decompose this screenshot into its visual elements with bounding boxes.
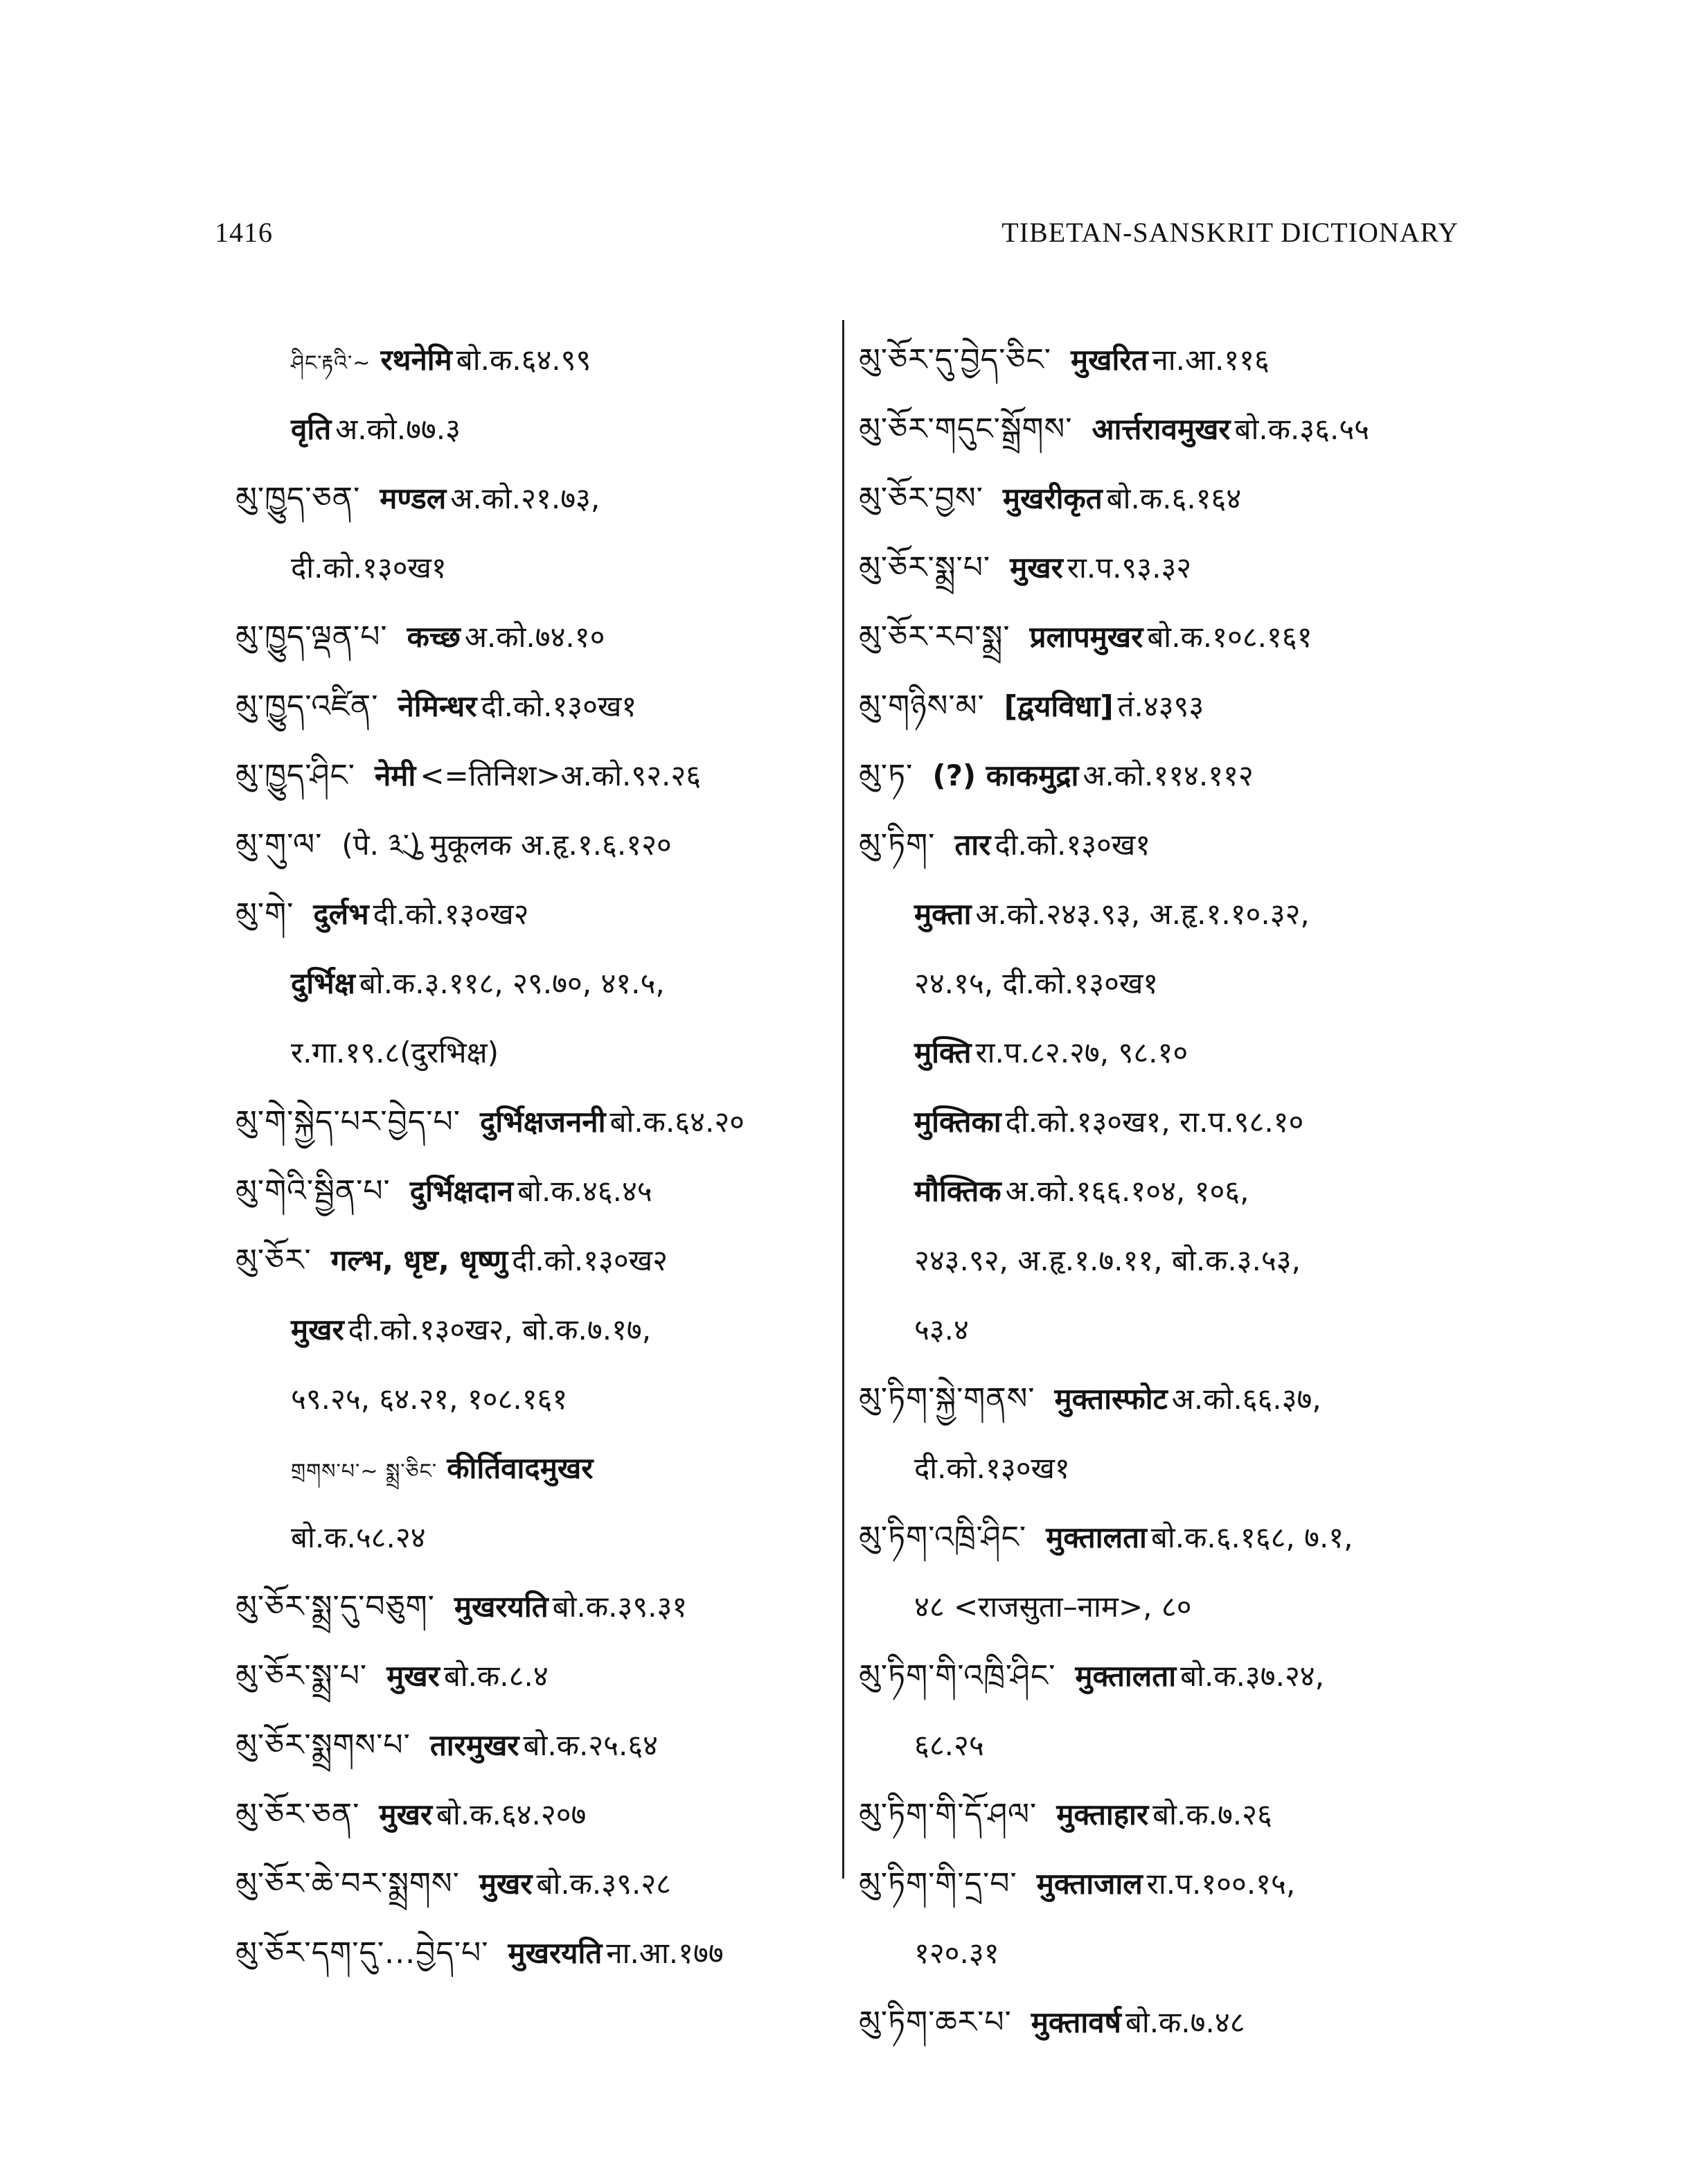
dictionary-line: [235, 1365, 838, 1434]
sanskrit-equivalent: मुखर: [379, 1797, 432, 1831]
dictionary-line: [859, 1572, 1482, 1642]
dictionary-line: [235, 1018, 838, 1087]
dictionary-line: [859, 672, 1482, 741]
tibetan-headword: མུ་ཏིག་གི་དོ་ཤལ་: [859, 1797, 1037, 1832]
source-reference: अ.को.१६६.१०४, १०६,: [1005, 1174, 1249, 1208]
dictionary-line: [859, 1711, 1482, 1780]
tibetan-headword: མུ་ཅོར་དུ་བྱེད་ཅིང་: [859, 342, 1052, 378]
dictionary-line: [859, 810, 1482, 880]
dictionary-line: [859, 1434, 1482, 1503]
source-reference: १२०.३१: [914, 1936, 999, 1970]
sanskrit-equivalent: मुक्तिका: [914, 1105, 1001, 1139]
source-reference: २४३.९२, अ.हृ.१.७.११, बो.क.३.५३,: [914, 1243, 1301, 1277]
tibetan-headword: མུ་ཅོར་རབ་སྨྲ་: [859, 619, 1010, 655]
source-reference: अ.को.७४.१०: [464, 620, 605, 654]
dictionary-line: [235, 949, 838, 1018]
sanskrit-equivalent: मुक्तास्फोट: [1054, 1382, 1168, 1416]
dictionary-line: [859, 1849, 1482, 1919]
source-reference: दी.को.१३०ख१: [481, 689, 637, 723]
sanskrit-equivalent: [द्वयविधा]: [1004, 689, 1114, 723]
source-reference: बो.क.३९.२८: [536, 1867, 671, 1901]
tibetan-headword: མུ་ཁྱུད་ཅན་: [235, 481, 361, 516]
source-reference: दी.को.१३०ख१: [995, 828, 1151, 862]
dictionary-line: [859, 464, 1482, 533]
source-reference: (पे. ༣ུ་) मुकूलक अ.हृ.१.६.१२०: [341, 828, 672, 862]
source-reference: अ.को.७७.३: [335, 412, 461, 446]
dictionary-line: [235, 533, 838, 603]
tibetan-headword: མུ་ཅོར་: [235, 1243, 312, 1278]
dictionary-line: [859, 1642, 1482, 1711]
source-reference: अ.को.११४.११२: [1083, 758, 1254, 792]
source-reference: बो.क.६.१६८, ७.१,: [1150, 1520, 1353, 1554]
dictionary-line: [235, 1919, 838, 1988]
sanskrit-equivalent: कच्छ: [407, 620, 461, 654]
sanskrit-equivalent: मुखर: [386, 1659, 440, 1693]
dictionary-line: [235, 1711, 838, 1780]
sanskrit-equivalent: (?) काकमुद्रा: [932, 758, 1079, 792]
sanskrit-equivalent: मुखरित: [1071, 343, 1148, 377]
source-reference: रा.प.८२.२७, ९८.१०: [975, 1036, 1188, 1069]
tibetan-headword: མུ་ཅོར་ཆེ་བར་སྨྲགས་: [235, 1866, 460, 1901]
tibetan-headword: མུ་ཁྱུད་ལྡན་པ་: [235, 619, 388, 655]
sanskrit-equivalent: मुक्तालता: [1075, 1659, 1177, 1693]
source-reference: दी.को.१३०ख२: [512, 1243, 668, 1277]
sanskrit-equivalent: मुखरयति: [508, 1936, 603, 1970]
dictionary-line: [235, 1295, 838, 1365]
source-reference: अ.को.२१.७३,: [450, 481, 600, 515]
source-reference: रा.प.९३.३२: [1067, 551, 1192, 585]
sanskrit-equivalent: दुर्भिक्ष: [291, 966, 355, 1000]
dictionary-line: [235, 603, 838, 672]
source-reference: ५३.४: [914, 1313, 969, 1347]
dictionary-line: [235, 395, 838, 464]
dictionary-line: [859, 326, 1482, 395]
source-reference: बो.क.७.२६: [1152, 1797, 1272, 1831]
dictionary-line: [235, 880, 838, 949]
dictionary-line: [235, 1572, 838, 1642]
tibetan-headword: མུ་ཅོར་གདུང་སྒྲོགས་: [859, 411, 1073, 447]
sanskrit-equivalent: मुखर: [291, 1313, 344, 1347]
source-reference: बो.क.३६.५५: [1234, 412, 1370, 446]
source-reference: बो.क.१०८.१६१: [1147, 620, 1312, 654]
dictionary-line: [235, 741, 838, 810]
sanskrit-equivalent: मुक्ति: [914, 1036, 972, 1069]
tibetan-headword: གྲགས་པ་~ སྨྲ་ཅིང་: [291, 1459, 438, 1484]
dictionary-line: [235, 1226, 838, 1295]
source-reference: दी.को.१३०ख२: [373, 897, 529, 931]
sanskrit-equivalent: नेमी: [375, 758, 416, 792]
sanskrit-equivalent: मुक्तावर्ष: [1031, 2005, 1121, 2039]
dictionary-line: [859, 880, 1482, 949]
source-reference: बो.क.६४.२०७: [436, 1797, 587, 1831]
tibetan-headword: མུ་ཅོར་སྨྲ་དུ་བཅུག་: [235, 1589, 435, 1624]
source-reference: बो.क.६.१६४: [1106, 481, 1242, 515]
dictionary-line: [859, 395, 1482, 464]
dictionary-line: [859, 1295, 1482, 1365]
dictionary-line: [235, 1849, 838, 1919]
source-reference: बो.क.३.११८, २९.७०, ४१.५,: [359, 966, 665, 1000]
source-reference: ६८.२५: [914, 1728, 984, 1762]
tibetan-headword: མུ་ཅོར་ཅན་: [235, 1797, 360, 1832]
sanskrit-equivalent: वृति: [291, 412, 332, 446]
source-reference: बो.क.२५.६४: [523, 1728, 659, 1762]
sanskrit-equivalent: मुक्ता: [914, 897, 972, 931]
source-reference: बो.क.४६.४५: [517, 1174, 652, 1208]
source-reference: ना.आ.१७७: [606, 1936, 724, 1970]
dictionary-line: [859, 1018, 1482, 1087]
running-head: TIBETAN-SANSKRIT DICTIONARY: [1001, 217, 1459, 248]
dictionary-line: [235, 810, 838, 880]
page-number: 1416: [215, 217, 273, 248]
dictionary-line: [859, 533, 1482, 603]
sanskrit-equivalent: रथनेमि: [380, 343, 452, 377]
source-reference: दी.को.१३०ख१, रा.प.९८.१०: [1005, 1105, 1304, 1139]
source-reference: दी.को.१३०ख१: [291, 551, 447, 585]
dictionary-line: [859, 949, 1482, 1018]
dictionary-line: [859, 1365, 1482, 1434]
tibetan-headword: མུ་གེ་: [235, 896, 294, 932]
tibetan-headword: མུ་ཁྱུད་འཛིན་: [235, 689, 379, 724]
tibetan-headword: མུ་ཏིག་ཆར་པ་: [859, 2005, 1012, 2040]
dictionary-line: [859, 1780, 1482, 1849]
sanskrit-equivalent: मुखरीकृत: [1002, 481, 1103, 515]
dictionary-line: [235, 326, 838, 395]
dictionary-line: [859, 603, 1482, 672]
dictionary-line: [235, 1780, 838, 1849]
sanskrit-equivalent: तार: [954, 828, 991, 862]
sanskrit-equivalent: मौक्तिक: [914, 1174, 1001, 1208]
tibetan-headword: མུ་གཉིས་མ་: [859, 689, 985, 724]
dictionary-line: [235, 464, 838, 533]
right-column: [859, 326, 1482, 2057]
source-reference: ना.आ.११६: [1152, 343, 1270, 377]
dictionary-line: [235, 1087, 838, 1157]
source-reference: बो.क.३७.२४,: [1180, 1659, 1324, 1693]
source-reference: बो.क.३९.३१: [552, 1590, 688, 1624]
tibetan-headword: མུ་ཅོར་སྨྲ་པ་: [235, 1658, 368, 1694]
tibetan-headword: མུ་ཅོར་དག་དུ་...བྱེད་པ་: [235, 1935, 489, 1971]
source-reference: बो.क.६४.९९: [456, 343, 591, 377]
tibetan-headword: མུ་ཏིག་གི་དྲ་བ་: [859, 1866, 1017, 1901]
tibetan-headword: མུ་ཏ་: [859, 758, 914, 793]
sanskrit-equivalent: मुखर: [1010, 551, 1063, 585]
tibetan-headword: ཤིང་རྟའི་~: [291, 351, 371, 375]
sanskrit-equivalent: दुर्भिक्षजननी: [479, 1105, 606, 1139]
source-reference: बो.क.८.४: [443, 1659, 549, 1693]
tibetan-headword: མུ་ཏིག་འཁྲི་ཤིང་: [859, 1520, 1027, 1555]
dictionary-line: [235, 1157, 838, 1226]
source-reference: रा.प.१००.१५,: [1146, 1867, 1296, 1901]
tibetan-headword: མུ་ཅོར་སྨྲ་པ་: [859, 550, 991, 585]
dictionary-line: [235, 1434, 838, 1503]
source-reference: बो.क.५८.२४: [291, 1520, 426, 1554]
source-reference: र.गा.१९.८(दुरभिक्ष): [291, 1036, 499, 1069]
source-reference: २४.१५, दी.को.१३०ख१: [914, 966, 1159, 1000]
tibetan-headword: མུ་ཅོར་སྨྲགས་པ་: [235, 1728, 411, 1763]
source-reference: दी.को.१३०ख१: [914, 1451, 1070, 1485]
sanskrit-equivalent: मुक्ताजाल: [1036, 1867, 1143, 1901]
sanskrit-equivalent: मुखरयति: [454, 1590, 549, 1624]
dictionary-line: [235, 1642, 838, 1711]
dictionary-line: [859, 1503, 1482, 1572]
tibetan-headword: མུ་གེ་སྐྱེད་པར་བྱེད་པ་: [235, 1104, 461, 1139]
source-reference: ४८ <राजसुता–नाम>, ८०: [914, 1590, 1192, 1624]
source-reference: ५९.२५, ६४.२१, १०८.१६१: [291, 1382, 568, 1416]
tibetan-headword: མུ་གུ་ལ་: [235, 827, 323, 862]
sanskrit-equivalent: दुर्लभ: [313, 897, 369, 931]
source-reference: अ.को.२४३.९३, अ.हृ.१.१०.३२,: [975, 897, 1310, 931]
tibetan-headword: མུ་ཏིག་སྐྱེ་གནས་: [859, 1381, 1035, 1417]
sanskrit-equivalent: गल्भ, धृष्ट, धृष्णु: [330, 1243, 508, 1277]
dictionary-line: [859, 1226, 1482, 1295]
tibetan-headword: མུ་ཏིག་: [859, 827, 936, 862]
sanskrit-equivalent: तारमुखर: [429, 1728, 519, 1762]
dictionary-line: [859, 1087, 1482, 1157]
sanskrit-equivalent: कीर्तिवादमुखर: [447, 1451, 594, 1485]
sanskrit-equivalent: प्रलापमुखर: [1029, 620, 1143, 654]
dictionary-line: [859, 741, 1482, 810]
left-column: [235, 326, 838, 1988]
sanskrit-equivalent: दुर्भिक्षदान: [409, 1174, 514, 1208]
sanskrit-equivalent: आर्त्तरावमुखर: [1092, 412, 1231, 446]
sanskrit-equivalent: मुक्तालता: [1046, 1520, 1147, 1554]
source-reference: बो.क.७.४८: [1125, 2005, 1245, 2039]
dictionary-line: [235, 672, 838, 741]
source-reference: दी.को.१३०ख२, बो.क.७.१७,: [348, 1313, 652, 1347]
tibetan-headword: མུ་ཅོར་བྱས་: [859, 481, 983, 516]
source-reference: <=तिनिश>अ.को.९२.२६: [420, 758, 702, 792]
sanskrit-equivalent: मुखर: [479, 1867, 533, 1901]
sanskrit-equivalent: नेमिन्धर: [398, 689, 477, 723]
column-divider: [842, 320, 844, 1879]
tibetan-headword: མུ་ཁྱུད་ཤིང་: [235, 758, 355, 793]
dictionary-line: [859, 1157, 1482, 1226]
tibetan-headword: མུ་གེའི་སྦྱིན་པ་: [235, 1173, 391, 1209]
source-reference: अ.को.६६.३७,: [1171, 1382, 1321, 1416]
sanskrit-equivalent: मुक्ताहार: [1056, 1797, 1149, 1831]
sanskrit-equivalent: मण्डल: [380, 481, 447, 515]
source-reference: तं.४३९३: [1117, 689, 1204, 723]
dictionary-line: [859, 1988, 1482, 2057]
dictionary-line: [235, 1503, 838, 1572]
dictionary-line: [859, 1919, 1482, 1988]
tibetan-headword: མུ་ཏིག་གི་འཁྲི་ཤིང་: [859, 1658, 1056, 1694]
source-reference: बो.क.६४.२०: [609, 1105, 745, 1139]
